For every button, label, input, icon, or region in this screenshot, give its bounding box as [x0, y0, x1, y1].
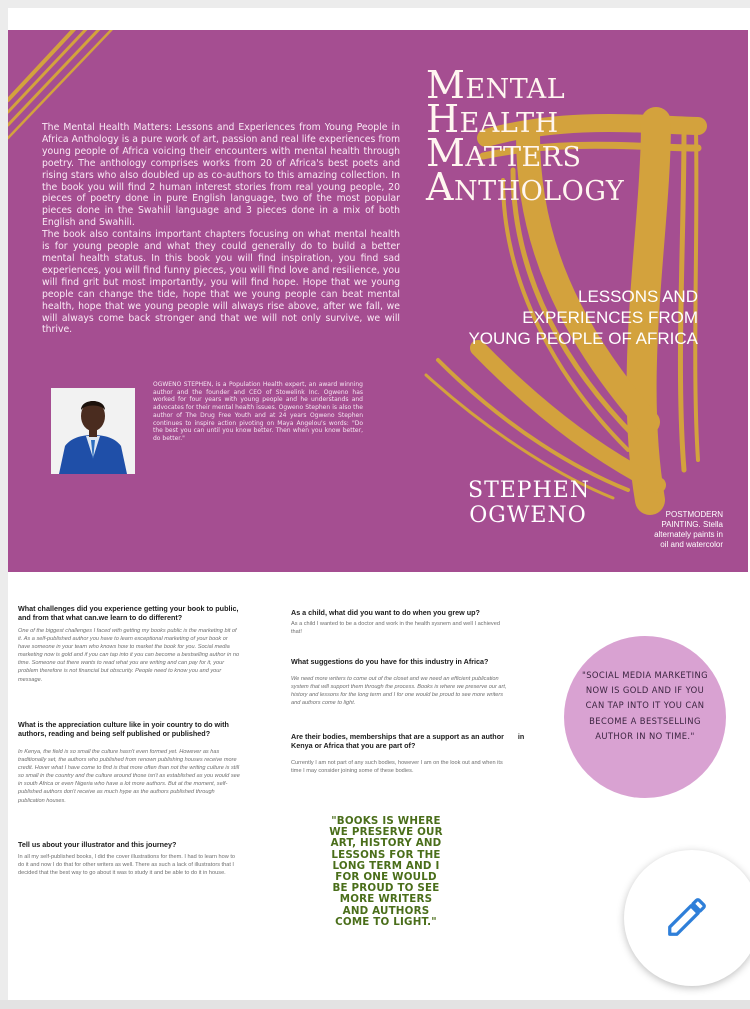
title-line: Health [426, 97, 559, 141]
interview-answer-3: In all my self-published books, I did the cover illustrations for them. I had to learn how to do it and now I do that for other writers as well. There as such a lack of illustrators that I decided that the best way to go about it was to study it and be able to do it in house. [18, 854, 236, 877]
author-portrait-image [51, 388, 135, 474]
pull-quote: "BOOKS IS WHERE WE PRESERVE OUR ART, HISTORY AND LESSONS FOR THE LONG TERM AND I FOR ONE WOULD BE PROUD TO SEE MORE WRITERS AND AUTHORS COME TO LIGHT." [329, 815, 443, 928]
bottom-edge [0, 1000, 750, 1009]
interview-question-3: Tell us about your illustrator and this journey? [18, 840, 177, 849]
back-cover-blurb [42, 122, 400, 336]
subtitle-line: EXPERIENCES FROM [522, 308, 698, 327]
author-name-line: STEPHEN [468, 478, 591, 503]
title-line: Anthology [426, 165, 625, 209]
author-name [468, 478, 591, 528]
interview-answer-5: We need more writers to come out of the closet and we need an efficient publication system that will support them through the process. Books is where we preserve our art, history and lessons for the long term and I for one would be proud to see more writers and authors come to light. [291, 676, 507, 707]
cover-art-caption [633, 510, 723, 550]
blurb-paragraph-1: The Mental Health Matters: Lessons and Experiences from Young People in Africa Anthology is a pure work of art, passion and real life experiences from young people of Africa voicing their encounters with mental health through poetry. The anthology comprises works from 20 of Africa's best poets and rising stars who also doubled up as co-authors to this amazing collection. In the book you will find 2 human interest stories from real young people, 20 pieces of poetry done in pure English language, two of the most popular pieces done in the Swahili language and 3 pieces done in a mix of both English and Swahili. [42, 122, 400, 229]
subtitle-line: LESSONS AND [578, 287, 698, 306]
blurb-paragraph-2: The book also contains important chapters focusing on what mental health is for young people and what they could generally do to build a better mental health status. In this book you will find inspiration, you find sad experiences, you will find funny pieces, you will find love and resilience, you will find grit but most importantly, you will find hope. Hope that we young people can change the tide, hope that we young people can beat mental health, hope that we young people will always rise above, after we fall, we will always come back stronger and that we will not only survive, we will thrive. [42, 229, 400, 336]
author-name-line: OGWENO [469, 503, 587, 528]
author-photo [51, 388, 135, 474]
subtitle-line: YOUNG PEOPLE OF AFRICA [468, 329, 698, 348]
author-bio: OGWENO STEPHEN, is a Population Health expert, an award winning author and the founder and CEO of Stowelink Inc. Ogweno has worked for four years with young people and he understands and advocates for their mental health issues. Ogweno Stephen is also the author of The Drug Free Youth and at 24 years Ogweno Stephen continues to inspire action pivoting on Maya Angelou's words: "Do the best you can until you know better. Then when you know better, do better." [153, 381, 363, 442]
interview-question-4: As a child, what did you want to do when you grew up? [291, 608, 480, 617]
interview-question-6: Are their bodies, memberships that are a support as an author in Kenya or Africa that you are part of? [291, 732, 527, 751]
interview-question-1: What challenges did you experience getting your book to public, and from that what can.we learn to do different? [18, 604, 239, 623]
pencil-icon [664, 894, 710, 940]
interview-answer-1: One of the biggest challenges I faced with getting my books public is the marketing bit of it. As a self-published author you have to learn exceptional marketing of your book or have someone in your team who knows how to market the book for you. Social media marketing now is gold and if you can tap into it you can become a bestselling author in no time. Someone out there wants to read what you are writing and can pay for it, your problem therefore is not financial but obscurity. People need to know you and your message. [18, 628, 240, 683]
interview-question-5: What suggestions do you have for this industry in Africa? [291, 657, 489, 666]
caption-line: alternately paints in [654, 530, 723, 539]
document-page [8, 8, 750, 1003]
circle-quote-text: "SOCIAL MEDIA MARKETING NOW IS GOLD AND IF YOU CAN TAP INTO IT YOU CAN BECOME A BESTSELLING AUTHOR IN NO TIME." [581, 670, 709, 741]
caption-line: oil and watercolor [660, 540, 723, 549]
caption-line: PAINTING. Stella [661, 520, 723, 529]
caption-line: POSTMODERN [665, 510, 723, 519]
interview-answer-2: In Kenya, the field is so small the culture hasn't even formed yet. However as has traditionally set, the authors who published from renown publishing houses receive more credit. Hover what I have come to find is that more often than not the writing culture is still so small in the country and the culture around those isn't as established as you would see in south Africa or even Nigeria who have a lot more authors. But at the moment, self-published authors don't receive as much hype as the authors published through publication houses. [18, 749, 240, 804]
book-subtitle [428, 286, 698, 349]
interview-question-2: What is the appreciation culture like in yoir country to do with authors, reading and being self published or published? [18, 720, 229, 739]
interview-answer-6: Currently I am not part of any such bodies, however I am on the look out and when its time I may consider joining some of these bodies. [291, 760, 503, 775]
title-line: Mental [426, 63, 566, 107]
title-line: Matters [426, 131, 582, 175]
book-cover [8, 30, 748, 572]
book-title [426, 63, 726, 209]
edit-fab-button[interactable] [624, 850, 750, 986]
interview-answer-4: As a child I wanted to be a doctor and work in the health sysnem and well I achieved that! [291, 621, 500, 636]
